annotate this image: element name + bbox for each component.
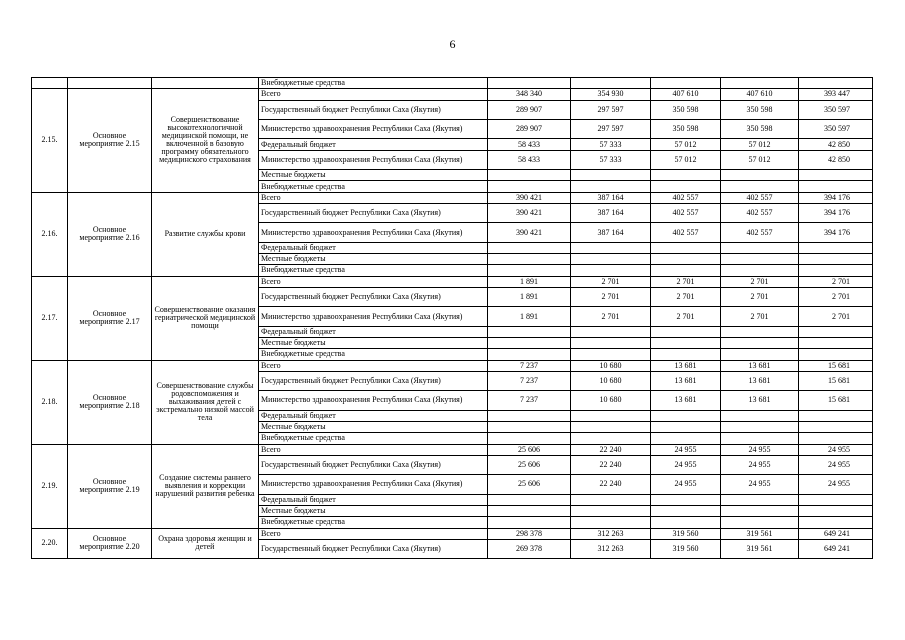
value-cell [488,421,571,432]
value-cell [488,338,571,349]
description-cell [152,78,259,89]
value-cell: 2 701 [571,287,651,306]
value-cell: 2 701 [799,307,873,326]
value-cell: 298 378 [488,528,571,539]
value-cell: 402 557 [651,203,721,222]
value-cell: 57 333 [571,150,651,169]
value-cell [721,265,799,276]
value-cell [799,494,873,505]
value-cell [571,242,651,253]
value-cell: 350 598 [721,100,799,119]
value-cell: 10 680 [571,371,651,390]
value-cell: 24 955 [721,455,799,474]
value-cell: 15 681 [799,371,873,390]
value-cell: 57 012 [651,139,721,150]
value-cell [571,505,651,516]
value-cell [488,410,571,421]
value-cell [799,326,873,337]
value-cell: 407 610 [721,89,799,100]
value-cell: 57 012 [651,150,721,169]
value-cell [571,433,651,444]
source-cell: Государственный бюджет Республики Саха (Якутия) [259,287,488,306]
value-cell [488,505,571,516]
value-cell [799,349,873,360]
value-cell: 7 237 [488,371,571,390]
table-row [32,444,873,455]
value-cell: 402 557 [721,203,799,222]
value-cell: 57 333 [571,139,651,150]
value-cell: 387 164 [571,223,651,242]
description-cell: Охрана здоровья женщин и детей [152,528,259,559]
value-cell: 25 606 [488,455,571,474]
value-cell: 297 597 [571,100,651,119]
table-row [32,192,873,203]
budget-table [31,77,873,559]
table-row [32,276,873,287]
source-cell: Государственный бюджет Республики Саха (Якутия) [259,100,488,119]
value-cell [571,410,651,421]
value-cell: 387 164 [571,192,651,203]
event-cell: Основное мероприятие 2.17 [68,276,152,360]
value-cell [799,338,873,349]
value-cell: 24 955 [799,444,873,455]
value-cell: 24 955 [799,475,873,494]
value-cell: 289 907 [488,100,571,119]
value-cell [651,326,721,337]
value-cell [488,494,571,505]
value-cell: 10 680 [571,391,651,410]
value-cell: 22 240 [571,444,651,455]
description-cell: Совершенствование высокотехнологичной медицинской помощи, не включенной в базовую программу обязательного медицинского страхования [152,89,259,192]
event-cell: Основное мероприятие 2.15 [68,89,152,192]
value-cell [488,181,571,192]
value-cell [651,494,721,505]
source-cell: Всего [259,360,488,371]
value-cell [799,433,873,444]
event-cell: Основное мероприятие 2.19 [68,444,152,528]
value-cell [488,242,571,253]
description-cell: Совершенствование оказания гериатрической медицинской помощи [152,276,259,360]
row-number-cell: 2.19. [32,444,68,528]
value-cell: 319 560 [651,528,721,539]
source-cell: Министерство здравоохранения Республики Саха (Якутия) [259,391,488,410]
value-cell: 348 340 [488,89,571,100]
value-cell: 402 557 [651,192,721,203]
value-cell [488,349,571,360]
value-cell: 319 561 [721,539,799,558]
value-cell: 2 701 [651,307,721,326]
value-cell [721,505,799,516]
value-cell [651,433,721,444]
event-cell: Основное мероприятие 2.20 [68,528,152,559]
value-cell: 24 955 [799,455,873,474]
value-cell [651,517,721,528]
value-cell: 15 681 [799,360,873,371]
value-cell: 58 433 [488,150,571,169]
value-cell [571,421,651,432]
value-cell [721,349,799,360]
value-cell: 24 955 [651,444,721,455]
value-cell [571,517,651,528]
event-cell: Основное мероприятие 2.18 [68,360,152,444]
event-cell [68,78,152,89]
value-cell: 319 560 [651,539,721,558]
source-cell: Всего [259,192,488,203]
value-cell: 390 421 [488,192,571,203]
source-cell: Министерство здравоохранения Республики Саха (Якутия) [259,475,488,494]
row-number-cell: 2.17. [32,276,68,360]
value-cell [488,326,571,337]
value-cell: 13 681 [721,360,799,371]
value-cell: 350 598 [721,119,799,138]
value-cell: 7 237 [488,360,571,371]
value-cell [799,170,873,181]
value-cell: 2 701 [721,276,799,287]
value-cell: 2 701 [651,276,721,287]
value-cell [799,254,873,265]
source-cell: Государственный бюджет Республики Саха (Якутия) [259,371,488,390]
value-cell: 2 701 [651,287,721,306]
value-cell: 13 681 [651,360,721,371]
value-cell: 22 240 [571,455,651,474]
value-cell [488,78,571,89]
value-cell [571,265,651,276]
source-cell: Всего [259,276,488,287]
value-cell [721,410,799,421]
value-cell: 24 955 [651,475,721,494]
value-cell: 387 164 [571,203,651,222]
value-cell [488,254,571,265]
source-cell: Местные бюджеты [259,338,488,349]
value-cell [488,265,571,276]
value-cell [651,265,721,276]
value-cell: 24 955 [721,444,799,455]
source-cell: Государственный бюджет Республики Саха (Якутия) [259,203,488,222]
value-cell [651,78,721,89]
value-cell: 350 597 [799,100,873,119]
value-cell [571,349,651,360]
source-cell: Местные бюджеты [259,505,488,516]
value-cell [571,254,651,265]
source-cell: Местные бюджеты [259,421,488,432]
value-cell: 319 561 [721,528,799,539]
value-cell [651,421,721,432]
value-cell: 24 955 [721,475,799,494]
value-cell [651,254,721,265]
description-cell: Развитие службы крови [152,192,259,276]
page-number: 6 [449,37,456,51]
value-cell: 15 681 [799,391,873,410]
value-cell: 22 240 [571,475,651,494]
source-cell: Всего [259,444,488,455]
value-cell: 13 681 [721,371,799,390]
value-cell: 57 012 [721,150,799,169]
source-cell: Внебюджетные средства [259,181,488,192]
source-cell: Федеральный бюджет [259,494,488,505]
value-cell: 58 433 [488,139,571,150]
source-cell: Внебюджетные средства [259,265,488,276]
value-cell [571,170,651,181]
value-cell: 42 850 [799,139,873,150]
value-cell [651,505,721,516]
value-cell [571,338,651,349]
value-cell: 390 421 [488,223,571,242]
source-cell: Внебюджетные средства [259,517,488,528]
value-cell [488,517,571,528]
value-cell: 312 263 [571,539,651,558]
value-cell: 1 891 [488,307,571,326]
value-cell [799,421,873,432]
value-cell: 402 557 [651,223,721,242]
value-cell [799,181,873,192]
value-cell: 350 598 [651,119,721,138]
value-cell [571,326,651,337]
value-cell: 13 681 [651,391,721,410]
value-cell [571,78,651,89]
source-cell: Федеральный бюджет [259,326,488,337]
value-cell: 312 263 [571,528,651,539]
source-cell: Федеральный бюджет [259,242,488,253]
source-cell: Министерство здравоохранения Республики Саха (Якутия) [259,307,488,326]
source-cell: Всего [259,89,488,100]
source-cell: Местные бюджеты [259,254,488,265]
value-cell [651,410,721,421]
value-cell [488,170,571,181]
value-cell: 13 681 [651,371,721,390]
value-cell: 350 597 [799,119,873,138]
value-cell [571,181,651,192]
value-cell: 10 680 [571,360,651,371]
value-cell: 393 447 [799,89,873,100]
row-number-cell: 2.16. [32,192,68,276]
value-cell [721,78,799,89]
source-cell: Министерство здравоохранения Республики Саха (Якутия) [259,150,488,169]
value-cell: 42 850 [799,150,873,169]
value-cell [721,326,799,337]
value-cell [721,242,799,253]
value-cell: 57 012 [721,139,799,150]
value-cell: 407 610 [651,89,721,100]
value-cell [488,433,571,444]
row-number-cell: 2.18. [32,360,68,444]
source-cell: Внебюджетные средства [259,78,488,89]
value-cell: 297 597 [571,119,651,138]
value-cell: 394 176 [799,203,873,222]
value-cell: 2 701 [571,276,651,287]
value-cell [799,78,873,89]
table-row [32,89,873,100]
value-cell [721,433,799,444]
value-cell: 354 930 [571,89,651,100]
value-cell: 269 378 [488,539,571,558]
source-cell: Государственный бюджет Республики Саха (Якутия) [259,539,488,558]
value-cell: 25 606 [488,475,571,494]
value-cell [721,338,799,349]
value-cell [651,338,721,349]
value-cell [799,410,873,421]
value-cell: 649 241 [799,539,873,558]
source-cell: Государственный бюджет Республики Саха (Якутия) [259,455,488,474]
value-cell: 2 701 [799,276,873,287]
value-cell: 289 907 [488,119,571,138]
value-cell [721,254,799,265]
source-cell: Внебюджетные средства [259,349,488,360]
row-number-cell [32,78,68,89]
value-cell: 402 557 [721,223,799,242]
value-cell [799,505,873,516]
description-cell: Создание системы раннего выявления и коррекции нарушений развития ребенка [152,444,259,528]
source-cell: Министерство здравоохранения Республики Саха (Якутия) [259,223,488,242]
value-cell: 24 955 [651,455,721,474]
value-cell [799,265,873,276]
value-cell: 390 421 [488,203,571,222]
value-cell: 7 237 [488,391,571,410]
source-cell: Внебюджетные средства [259,433,488,444]
value-cell [571,494,651,505]
value-cell [721,517,799,528]
value-cell: 2 701 [721,307,799,326]
table-row [32,360,873,371]
value-cell: 25 606 [488,444,571,455]
value-cell: 2 701 [799,287,873,306]
source-cell: Министерство здравоохранения Республики Саха (Якутия) [259,119,488,138]
value-cell [651,349,721,360]
value-cell: 350 598 [651,100,721,119]
source-cell: Федеральный бюджет [259,139,488,150]
row-number-cell: 2.15. [32,89,68,192]
source-cell: Всего [259,528,488,539]
value-cell: 394 176 [799,223,873,242]
value-cell: 402 557 [721,192,799,203]
source-cell: Федеральный бюджет [259,410,488,421]
value-cell: 2 701 [721,287,799,306]
value-cell: 2 701 [571,307,651,326]
value-cell [799,517,873,528]
value-cell [721,494,799,505]
value-cell [651,170,721,181]
value-cell: 1 891 [488,287,571,306]
description-cell: Совершенствование службы родовспоможения и выхаживания детей с экстремально низкой массой тела [152,360,259,444]
value-cell [799,242,873,253]
source-cell: Местные бюджеты [259,170,488,181]
value-cell: 1 891 [488,276,571,287]
value-cell: 13 681 [721,391,799,410]
table-row [32,528,873,539]
value-cell [721,421,799,432]
value-cell: 649 241 [799,528,873,539]
table-row [32,78,873,89]
value-cell: 394 176 [799,192,873,203]
value-cell [651,242,721,253]
value-cell [651,181,721,192]
value-cell [721,170,799,181]
value-cell [721,181,799,192]
event-cell: Основное мероприятие 2.16 [68,192,152,276]
row-number-cell: 2.20. [32,528,68,559]
